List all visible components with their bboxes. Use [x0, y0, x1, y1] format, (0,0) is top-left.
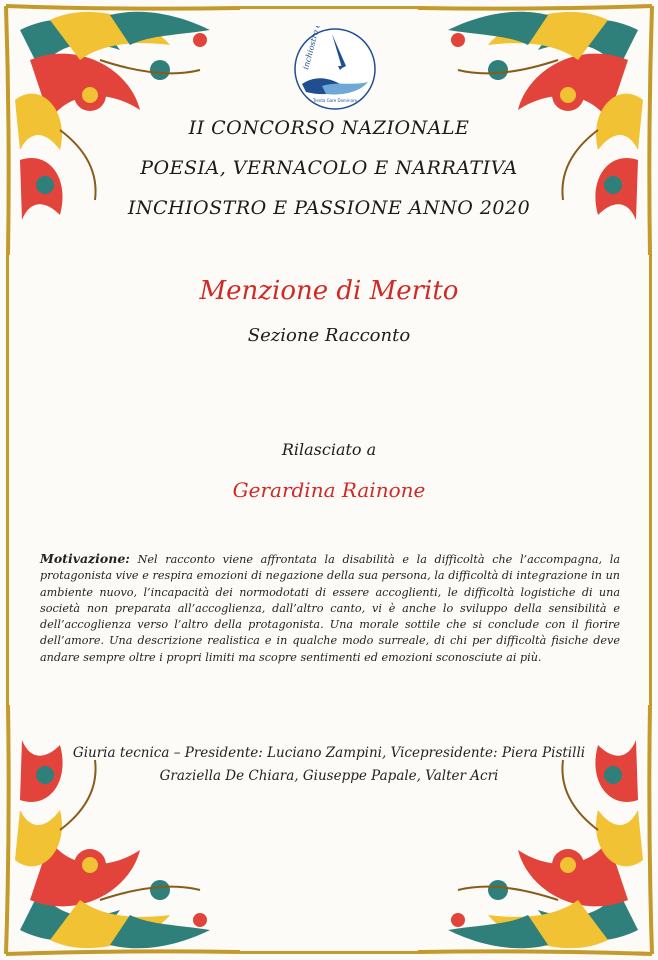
heading-line-3: INCHIOSTRO E PASSIONE ANNO 2020 [127, 197, 531, 219]
floral-corner-bottom-left [0, 700, 250, 960]
motivation-label: Motivazione: [40, 551, 130, 566]
issued-label: Rilasciato a [281, 440, 377, 459]
inchiostro-passione-logo [292, 26, 378, 112]
motivation-paragraph [40, 551, 620, 666]
recipient-name: Gerardina Rainone [232, 478, 426, 502]
logo-subtitle: Trenta Gare Dominare [312, 98, 358, 103]
floral-corner-bottom-right [408, 700, 658, 960]
heading-line-1: II CONCORSO NAZIONALE [188, 117, 470, 139]
jury-line-2: Graziella De Chiara, Giuseppe Papale, Valter Acri [159, 768, 499, 784]
award-title: Menzione di Merito [199, 276, 459, 306]
award-section: Sezione Racconto [247, 325, 411, 346]
heading-line-2: POESIA, VERNACOLO E NARRATIVA [140, 157, 518, 179]
motivation-text: Nel racconto viene affrontata la disabilità e la difficoltà che l’accompagna, la protagonista vive e respira emozioni di negazione della sua persona, la difficoltà di integrazione in un ambiente nuovo, l’incapacità dei normodotati di essere accoglienti, le difficoltà logistiche di una società non preparata all’accoglienza, dall’altro canto, vi è anche lo sviluppo della sensibilità e dell’accoglienza verso l’altro della protagonista. Una morale sottile che si conclude con il fiorire dell’amore. Una descrizione realistica e in qualche modo surreale, di chi per difficoltà fisiche deve andare sempre oltre i propri limiti ma scopre sentimenti ed emozioni sconosciute ai più. [40, 553, 620, 664]
border-top [240, 6, 418, 9]
jury-line-1: Giuria tecnica – Presidente: Luciano Zampini, Vicepresidente: Piera Pistilli [72, 745, 586, 761]
border-bottom [240, 951, 418, 954]
